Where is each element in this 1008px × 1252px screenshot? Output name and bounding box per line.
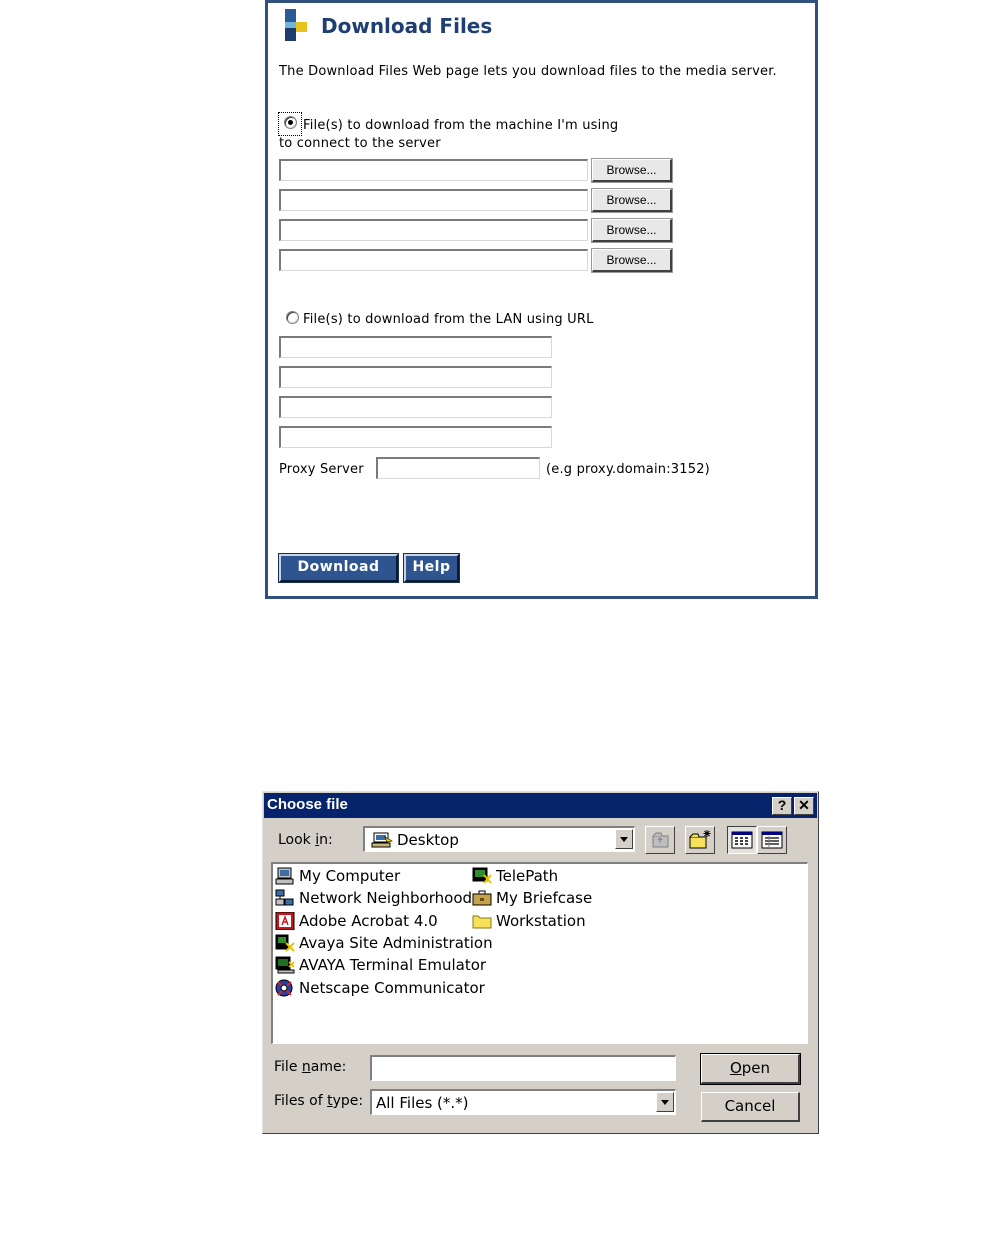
help-question-button[interactable]: ? (772, 797, 792, 815)
page-description: The Download Files Web page lets you download files to the media server. (279, 64, 777, 79)
help-button[interactable]: Help (404, 554, 459, 582)
lan-url-label: File(s) to download from the LAN using URL (303, 312, 594, 327)
file-name-label: File name: (274, 1059, 347, 1075)
browse-button-4[interactable]: Browse... (592, 249, 672, 272)
terminal-emulator-icon (275, 956, 295, 974)
network-neighborhood-icon (275, 889, 295, 907)
adobe-acrobat-icon (275, 912, 295, 930)
look-in-dropdown[interactable] (363, 826, 635, 852)
netscape-icon (275, 979, 295, 997)
files-of-type-dropdown-arrow[interactable] (656, 1092, 674, 1112)
my-computer-icon (275, 867, 295, 885)
list-item-label: Avaya Site Administration (299, 934, 493, 952)
close-button[interactable]: ✕ (794, 797, 814, 815)
file-name-input[interactable] (370, 1055, 676, 1081)
details-view-button[interactable] (757, 826, 787, 854)
proxy-server-label: Proxy Server (279, 462, 364, 477)
list-item-label: TelePath (496, 867, 559, 885)
lan-url-field-2[interactable] (279, 366, 552, 388)
up-one-level-icon (646, 827, 674, 853)
list-view-button[interactable] (727, 826, 757, 854)
local-machine-label-line1: File(s) to download from the machine I'm using (303, 118, 619, 133)
cancel-button[interactable]: Cancel (701, 1092, 800, 1122)
local-file-field-1[interactable] (279, 159, 588, 181)
folder-icon (472, 912, 492, 930)
download-files-logo-icon (281, 9, 307, 41)
download-button[interactable]: Download (279, 554, 398, 582)
local-machine-radio[interactable] (284, 116, 297, 129)
proxy-server-hint: (e.g proxy.domain:3152) (546, 462, 710, 477)
dialog-titlebar (264, 793, 817, 818)
look-in-label: Look in: (278, 832, 333, 848)
list-item-label: Workstation (496, 912, 586, 930)
lan-url-field-1[interactable] (279, 336, 552, 358)
look-in-dropdown-arrow[interactable] (615, 829, 633, 849)
files-of-type-dropdown[interactable] (370, 1089, 676, 1115)
avaya-site-admin-icon (275, 934, 295, 952)
details-view-icon (758, 827, 786, 853)
dialog-title: Choose file (267, 796, 348, 813)
list-item-label: Network Neighborhood (299, 889, 473, 907)
list-item-label: My Briefcase (496, 889, 593, 907)
local-file-field-4[interactable] (279, 249, 588, 271)
lan-url-radio[interactable] (286, 311, 299, 324)
open-button[interactable]: Open (701, 1054, 800, 1084)
list-item-label: AVAYA Terminal Emulator (299, 956, 487, 974)
download-files-panel (265, 0, 818, 599)
briefcase-icon (472, 889, 492, 907)
up-one-level-button[interactable] (645, 826, 675, 854)
proxy-server-field[interactable] (376, 457, 540, 479)
local-file-field-2[interactable] (279, 189, 588, 211)
local-file-field-3[interactable] (279, 219, 588, 241)
create-new-folder-button[interactable] (685, 826, 715, 854)
telepath-icon (472, 867, 492, 885)
lan-url-field-4[interactable] (279, 426, 552, 448)
list-item-label: Netscape Communicator (299, 979, 485, 997)
files-of-type-label: Files of type: (274, 1093, 364, 1109)
list-item-label: My Computer (299, 867, 401, 885)
lan-url-field-3[interactable] (279, 396, 552, 418)
browse-button-1[interactable]: Browse... (592, 159, 672, 182)
browse-button-2[interactable]: Browse... (592, 189, 672, 212)
browse-button-3[interactable]: Browse... (592, 219, 672, 242)
create-new-folder-icon (686, 827, 714, 853)
desktop-icon (371, 831, 393, 849)
list-item-label: Adobe Acrobat 4.0 (299, 912, 438, 930)
page-title: Download Files (321, 14, 493, 38)
local-machine-label-line2: to connect to the server (279, 136, 441, 151)
look-in-value: Desktop (397, 831, 459, 849)
files-of-type-value: All Files (*.*) (376, 1094, 469, 1112)
list-view-icon (728, 827, 756, 853)
